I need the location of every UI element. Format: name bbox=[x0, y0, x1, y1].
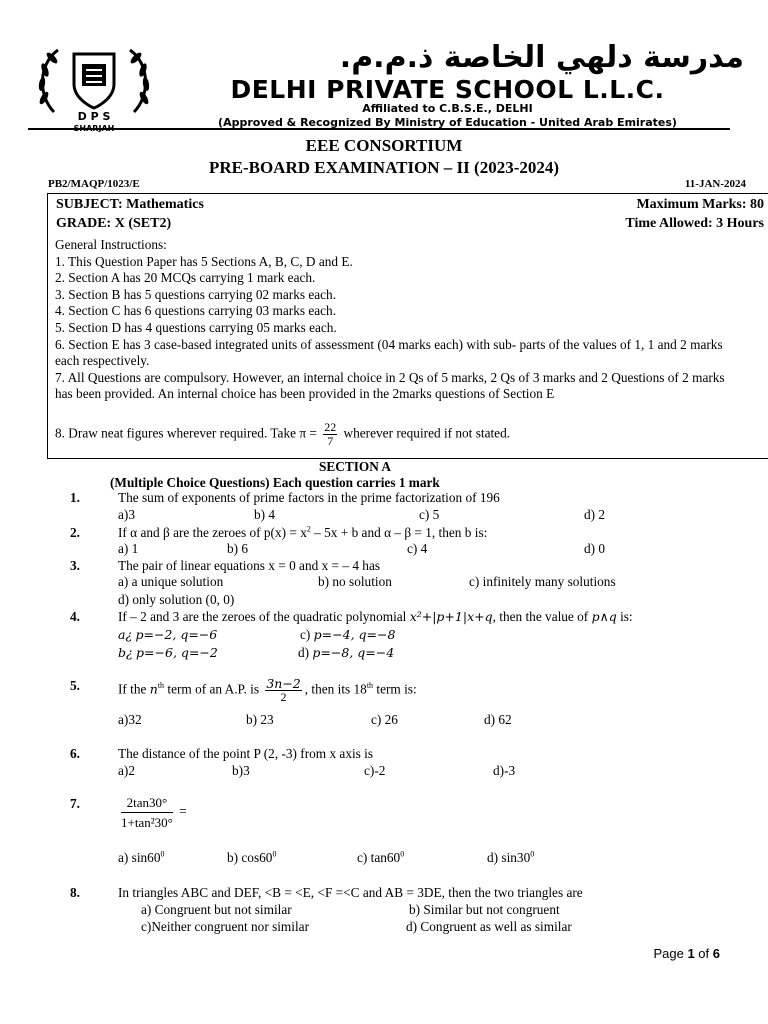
question-text: In triangles ABC and DEF, <B = <E, <F =<C and AB = 3DE, then the two triangles are bbox=[118, 885, 583, 900]
general-instructions bbox=[55, 237, 727, 403]
option-c: c) 5 bbox=[419, 507, 440, 522]
question-number: 1. bbox=[70, 490, 80, 505]
option-d: d) 2 bbox=[584, 507, 606, 522]
degree: 0 bbox=[160, 849, 165, 859]
option-c bbox=[357, 850, 404, 866]
subject-row bbox=[56, 196, 764, 214]
instruction-item: 6. Section E has 3 case-based integrated units of assessment (04 marks each) with sub- parts of the values of 1, 1 and 2 marks each respectively. bbox=[55, 336, 723, 369]
instruction-8-suffix: wherever required if not stated. bbox=[343, 425, 511, 441]
option-a: a)32 bbox=[118, 712, 142, 727]
option-value: c) tan60 bbox=[357, 850, 401, 865]
fraction-denominator: 2 bbox=[280, 690, 287, 704]
option-c bbox=[300, 627, 395, 643]
page-number: 1 bbox=[687, 946, 695, 961]
fraction-numerator: 2tan30° bbox=[121, 796, 173, 813]
question-text-part: , then its 18 bbox=[304, 681, 367, 697]
option-value: p=−2, q=−6 bbox=[135, 627, 218, 642]
header-divider bbox=[28, 128, 730, 130]
option-c: c) 26 bbox=[371, 712, 398, 727]
paper-code-row bbox=[48, 178, 746, 190]
question-number: 2. bbox=[70, 525, 80, 540]
option-d: d) 62 bbox=[484, 712, 512, 727]
question-text-part: – 5x + b and α – β = 1, then b is: bbox=[310, 525, 488, 540]
instruction-item: 5. Section D has 4 questions carrying 05 marks each. bbox=[55, 319, 337, 335]
question-text-part: term is: bbox=[376, 681, 417, 697]
grade: GRADE: X (SET2) bbox=[56, 216, 172, 231]
option-b bbox=[118, 645, 218, 661]
pi-fraction bbox=[323, 421, 337, 448]
option-value: d) sin30 bbox=[487, 850, 531, 865]
degree: 0 bbox=[400, 849, 405, 859]
fraction-denominator: 7 bbox=[327, 434, 334, 448]
polynomial-expression: x²+|p+1|x+q bbox=[409, 609, 493, 624]
option-a: a) a unique solution bbox=[118, 574, 224, 589]
option-d bbox=[298, 645, 394, 661]
instruction-item: 2. Section A has 20 MCQs carrying 1 mark each. bbox=[55, 270, 316, 286]
instruction-item: 4. Section C has 6 questions carrying 03 marks each. bbox=[55, 303, 337, 319]
option-label: d) bbox=[298, 645, 310, 660]
option-b: b) 23 bbox=[246, 712, 274, 727]
option-b bbox=[227, 850, 276, 866]
option-a: a)2 bbox=[118, 763, 135, 778]
option-c: c)Neither congruent nor similar bbox=[141, 919, 309, 934]
question-text-part: If α and β are the zeroes of p(x) = x bbox=[118, 525, 307, 540]
of-label: of bbox=[698, 946, 710, 961]
page-footer bbox=[653, 946, 720, 961]
option-b: b) 4 bbox=[254, 507, 276, 522]
nth-term-fraction bbox=[265, 677, 301, 704]
option-value: b) cos60 bbox=[227, 850, 273, 865]
math-expression: p∧q bbox=[591, 609, 617, 624]
question-text-part: term of an A.P. is bbox=[167, 681, 259, 697]
exam-title: PRE-BOARD EXAMINATION – II (2023-2024) bbox=[208, 158, 560, 177]
affiliation-text: Affiliated to C.B.S.E., DELHI bbox=[362, 102, 533, 115]
question-number: 8. bbox=[70, 885, 80, 900]
logo-subtext: SHARJAH bbox=[73, 124, 115, 132]
degree: 0 bbox=[272, 849, 277, 859]
question-text bbox=[118, 677, 417, 704]
option-b: b) Similar but not congruent bbox=[409, 902, 560, 917]
option-a: a) Congruent but not similar bbox=[141, 902, 292, 917]
paper-code: PB2/MAQP/1023/E bbox=[48, 178, 140, 190]
question-number: 5. bbox=[70, 678, 80, 693]
school-name: DELHI PRIVATE SCHOOL L.L.C. bbox=[230, 75, 665, 104]
option-d bbox=[487, 850, 534, 866]
option-a: a) 1 bbox=[118, 541, 139, 556]
option-label: c) bbox=[300, 627, 311, 642]
school-logo-icon bbox=[34, 40, 154, 132]
time-allowed: Time Allowed: 3 Hours bbox=[625, 216, 764, 231]
question-text bbox=[118, 525, 487, 541]
instruction-8-text: 8. Draw neat figures wherever required. Take π = bbox=[55, 425, 317, 441]
exam-date: 11-JAN-2024 bbox=[684, 178, 746, 190]
option-a bbox=[118, 627, 217, 643]
exponent: 2 bbox=[306, 524, 311, 534]
box-top-rule bbox=[47, 193, 768, 194]
grade-row bbox=[56, 215, 764, 233]
degree: 0 bbox=[530, 849, 535, 859]
trig-fraction bbox=[121, 796, 173, 829]
option-value: p=−8, q=−4 bbox=[312, 645, 395, 660]
option-value: a) sin60 bbox=[118, 850, 161, 865]
option-label: a¿ bbox=[118, 627, 133, 642]
instructions-heading: General Instructions: bbox=[55, 237, 167, 252]
fraction-numerator: 22 bbox=[324, 420, 337, 434]
question-text-part: is: bbox=[620, 609, 633, 624]
fraction-denominator: 1+tan²30° bbox=[121, 815, 173, 830]
instruction-item-8 bbox=[55, 421, 510, 448]
question-text bbox=[118, 609, 633, 625]
section-title: SECTION A bbox=[318, 459, 392, 474]
option-b: b) no solution bbox=[318, 574, 392, 589]
option-a bbox=[118, 850, 164, 866]
question-number: 6. bbox=[70, 746, 80, 761]
page-label: Page bbox=[653, 946, 684, 961]
fraction-numerator: 3n−2 bbox=[266, 676, 301, 691]
option-d: d) only solution (0, 0) bbox=[118, 592, 235, 607]
consortium-title: EEE CONSORTIUM bbox=[305, 136, 463, 155]
option-a: a)3 bbox=[118, 507, 135, 522]
question-text-part: If – 2 and 3 are the zeroes of the quadratic polynomial bbox=[118, 609, 407, 624]
equals-sign: = bbox=[179, 803, 187, 819]
option-b: b) 6 bbox=[227, 541, 249, 556]
school-header bbox=[28, 36, 744, 132]
option-label: b¿ bbox=[118, 645, 133, 660]
question-expression bbox=[118, 796, 187, 829]
superscript: th bbox=[366, 681, 374, 691]
subject: SUBJECT: Mathematics bbox=[56, 197, 204, 212]
option-c: c) 4 bbox=[407, 541, 428, 556]
question-text: The distance of the point P (2, -3) from x axis is bbox=[118, 746, 374, 761]
school-name-arabic: مدرسة دلهي الخاصة ذ.م.م. bbox=[339, 40, 744, 75]
question-text-part: If the bbox=[118, 681, 147, 697]
instruction-item: 7. All Questions are compulsory. However, an internal choice in 2 Qs of 5 marks, 2 Qs of 3 marks and 2 Questions of 2 marks has been provided. An internal choice has been provided in the 2marks questions of Section E bbox=[55, 369, 725, 402]
math-variable: n bbox=[149, 681, 158, 697]
option-d: d)-3 bbox=[493, 763, 516, 778]
question-number: 4. bbox=[70, 609, 80, 624]
instruction-item: 3. Section B has 5 questions carrying 02 marks each. bbox=[55, 286, 337, 302]
option-b: b)3 bbox=[232, 763, 250, 778]
option-c: c) infinitely many solutions bbox=[469, 574, 616, 589]
option-c: c)-2 bbox=[364, 763, 386, 778]
question-text: The sum of exponents of prime factors in the prime factorization of 196 bbox=[118, 490, 500, 505]
max-marks: Maximum Marks: 80 bbox=[636, 197, 764, 212]
question-text: The pair of linear equations x = 0 and x = – 4 has bbox=[118, 558, 381, 573]
question-number: 3. bbox=[70, 558, 80, 573]
option-d: d) Congruent as well as similar bbox=[406, 919, 572, 934]
superscript: th bbox=[157, 681, 165, 691]
option-value: p=−6, q=−2 bbox=[136, 645, 218, 660]
approval-text: (Approved & Recognized By Ministry of Education - United Arab Emirates) bbox=[218, 116, 677, 129]
page-total: 6 bbox=[712, 946, 720, 961]
option-value: p=−4, q=−8 bbox=[313, 627, 396, 642]
question-text-part: , then the value of bbox=[492, 609, 589, 624]
option-d: d) 0 bbox=[584, 541, 606, 556]
logo-text: D P S bbox=[77, 110, 111, 123]
instruction-item: 1. This Question Paper has 5 Sections A, B, C, D and E. bbox=[55, 253, 353, 269]
question-number: 7. bbox=[70, 796, 80, 811]
section-subtitle: (Multiple Choice Questions) Each question carries 1 mark bbox=[110, 475, 440, 490]
